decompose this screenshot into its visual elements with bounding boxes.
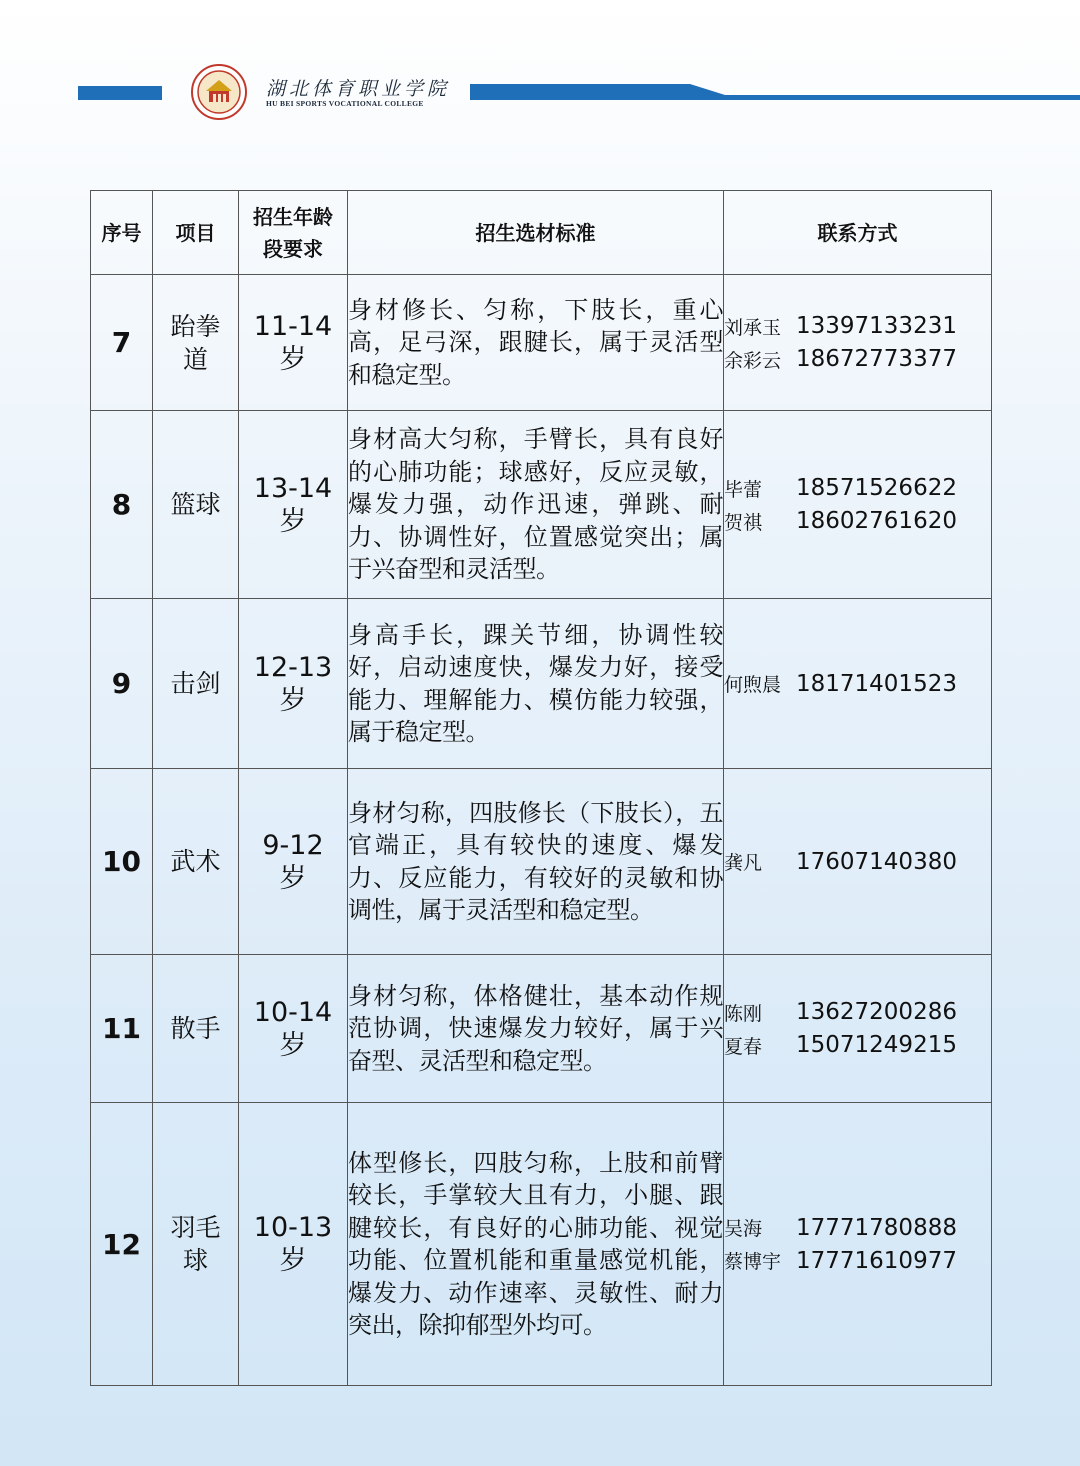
contact-phone[interactable]: 17771610977 <box>796 1247 957 1274</box>
row-num: 8 <box>91 411 153 599</box>
contact-entry <box>724 845 991 878</box>
header-age: 招生年龄 段要求 <box>239 191 348 275</box>
contact-phone[interactable]: 18672773377 <box>796 346 957 372</box>
row-contact <box>724 275 992 411</box>
contact-phone[interactable]: 13397133231 <box>796 313 957 339</box>
row-contact <box>724 599 992 769</box>
contact-entry <box>724 667 991 700</box>
row-age: 9-12 岁 <box>239 769 348 955</box>
row-standard: 身材高大匀称，手臂长，具有良好的心肺功能；球感好，反应灵敏，爆发力强，动作迅速，弹跳、耐力、协调性好，位置感觉突出；属于兴奋型和灵活型。 <box>348 411 724 599</box>
table-row <box>91 955 992 1103</box>
page-header <box>0 0 1080 140</box>
contact-entry <box>724 1029 991 1062</box>
row-standard: 体型修长，四肢匀称，上肢和前臂较长，手掌较大且有力，小腿、跟腱较长，有良好的心肺功能、视觉功能、位置机能和重量感觉机能，爆发力、动作速率、灵敏性、耐力突出，除抑郁型外均可。 <box>348 1103 724 1386</box>
row-project: 击剑 <box>153 599 239 769</box>
table-row <box>91 769 992 955</box>
contact-entry <box>724 1244 991 1277</box>
contact-entry <box>724 310 991 343</box>
contact-name: 蔡博宇 <box>724 1251 782 1273</box>
row-age: 10-14 岁 <box>239 955 348 1103</box>
contact-phone[interactable]: 17771780888 <box>796 1214 957 1241</box>
table-row <box>91 411 992 599</box>
row-age: 12-13 岁 <box>239 599 348 769</box>
header-standard: 招生选材标准 <box>348 191 724 275</box>
contact-name: 吴海 <box>724 1218 763 1240</box>
contact-name: 余彩云 <box>724 349 782 372</box>
row-project: 武术 <box>153 769 239 955</box>
recruitment-table <box>90 190 992 1386</box>
row-contact <box>724 955 992 1103</box>
contact-name: 贺祺 <box>724 511 763 534</box>
row-contact <box>724 769 992 955</box>
row-project: 跆拳 道 <box>153 275 239 411</box>
contact-phone[interactable]: 18571526622 <box>796 475 957 501</box>
header-contact: 联系方式 <box>724 191 992 275</box>
school-emblem-icon <box>191 64 247 120</box>
table-row <box>91 599 992 769</box>
table-row <box>91 1103 992 1386</box>
contact-name: 龚凡 <box>724 852 763 874</box>
row-project: 羽毛 球 <box>153 1103 239 1386</box>
row-num: 7 <box>91 275 153 411</box>
contact-name: 毕蕾 <box>724 478 763 501</box>
contact-phone[interactable]: 18171401523 <box>796 670 957 697</box>
contact-entry <box>724 505 991 538</box>
row-num: 9 <box>91 599 153 769</box>
row-project: 篮球 <box>153 411 239 599</box>
row-project: 散手 <box>153 955 239 1103</box>
school-name-cn: 湖北体育职业学院 <box>266 78 451 100</box>
contact-phone[interactable]: 18602761620 <box>796 508 957 534</box>
contact-name: 陈刚 <box>724 1002 763 1025</box>
contact-entry <box>724 343 991 376</box>
row-standard: 身材匀称，四肢修长（下肢长），五官端正，具有较快的速度、爆发力、反应能力，有较好的灵敏和协调性，属于灵活型和稳定型。 <box>348 769 724 955</box>
row-standard: 身高手长，踝关节细，协调性较好，启动速度快，爆发力好，接受能力、理解能力、模仿能力较强，属于稳定型。 <box>348 599 724 769</box>
contact-entry <box>724 996 991 1029</box>
row-age: 11-14 岁 <box>239 275 348 411</box>
header-accent-bar-left <box>78 86 162 100</box>
contact-name: 夏春 <box>724 1035 763 1058</box>
contact-phone[interactable]: 15071249215 <box>796 1032 957 1058</box>
table-header-row <box>91 191 992 275</box>
row-standard: 身材匀称，体格健壮，基本动作规范协调，快速爆发力较好，属于兴奋型、灵活型和稳定型。 <box>348 955 724 1103</box>
school-name-en: HU BEI SPORTS VOCATIONAL COLLEGE <box>266 99 424 108</box>
row-num: 11 <box>91 955 153 1103</box>
contact-phone[interactable]: 13627200286 <box>796 999 957 1025</box>
header-project: 项目 <box>153 191 239 275</box>
row-num: 10 <box>91 769 153 955</box>
table-row <box>91 275 992 411</box>
contact-entry <box>724 472 991 505</box>
contact-name: 刘承玉 <box>724 316 782 339</box>
row-num: 12 <box>91 1103 153 1386</box>
header-accent-bar-right <box>470 84 1080 100</box>
row-contact <box>724 411 992 599</box>
header-num: 序号 <box>91 191 153 275</box>
row-contact <box>724 1103 992 1386</box>
contact-phone[interactable]: 17607140380 <box>796 848 957 875</box>
contact-entry <box>724 1211 991 1244</box>
contact-name: 何煦晨 <box>724 674 782 696</box>
row-standard: 身材修长、匀称，下肢长，重心高，足弓深，跟腱长，属于灵活型和稳定型。 <box>348 275 724 411</box>
row-age: 10-13 岁 <box>239 1103 348 1386</box>
row-age: 13-14 岁 <box>239 411 348 599</box>
